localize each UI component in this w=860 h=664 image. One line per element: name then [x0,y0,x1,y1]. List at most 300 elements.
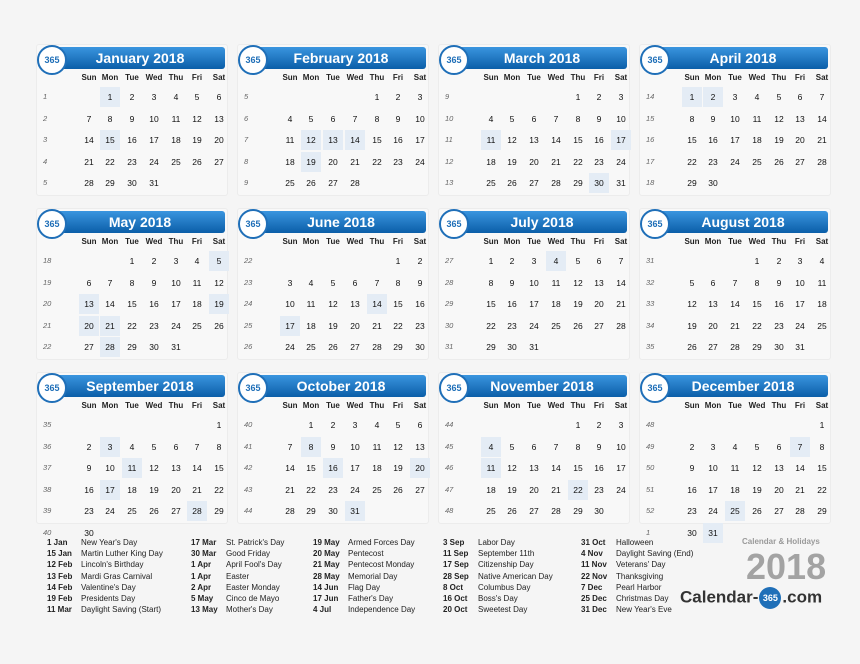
day-cell[interactable]: 9 [151,277,157,288]
day-cell[interactable]: 27 [415,484,425,495]
day-cell[interactable]: 13 [79,294,99,314]
day-cell[interactable]: 10 [616,113,626,124]
day-cell[interactable]: 31 [345,501,365,521]
day-cell[interactable]: 6 [596,256,602,266]
day-cell[interactable]: 19 [507,484,517,495]
day-cell[interactable]: 14 [84,135,94,145]
day-cell[interactable]: 21 [285,484,295,495]
day-cell[interactable]: 24 [149,156,159,167]
day-cell[interactable]: 5 [509,113,515,124]
day-cell[interactable]: 13 [529,463,539,473]
day-cell[interactable]: 24 [616,484,626,495]
day-cell[interactable]: 17 [708,484,718,495]
day-cell[interactable]: 25 [817,320,827,331]
day-cell[interactable]: 26 [328,342,338,352]
day-cell[interactable]: 14 [551,135,561,145]
day-cell[interactable]: 12 [507,135,517,145]
day-cell[interactable]: 17 [730,135,740,145]
day-cell[interactable]: 3 [287,277,293,288]
day-cell[interactable]: 3 [618,92,624,102]
day-cell[interactable]: 28 [551,178,561,188]
day-cell[interactable]: 16 [127,135,137,145]
day-cell[interactable]: 18 [551,299,561,309]
day-cell[interactable]: 27 [708,342,718,352]
day-cell[interactable]: 20 [328,156,338,167]
day-cell[interactable]: 24 [730,156,740,167]
day-cell[interactable]: 28 [187,501,207,521]
day-cell[interactable]: 22 [127,320,137,331]
day-cell[interactable]: 15 [573,135,583,145]
day-cell[interactable]: 21 [84,156,94,167]
day-cell[interactable]: 26 [573,320,583,331]
day-cell[interactable]: 24 [795,320,805,331]
day-cell[interactable]: 11 [372,441,382,452]
day-cell[interactable]: 9 [417,277,423,288]
day-cell[interactable]: 31 [171,342,181,352]
day-cell[interactable]: 13 [795,113,805,124]
day-cell[interactable]: 18 [730,484,740,495]
day-cell[interactable]: 17 [529,299,539,309]
day-cell[interactable]: 27 [350,342,360,352]
day-cell[interactable]: 27 [328,178,338,188]
day-cell[interactable]: 5 [194,92,200,102]
day-cell[interactable]: 25 [725,501,745,521]
day-cell[interactable]: 27 [529,178,539,188]
day-cell[interactable]: 31 [529,342,539,352]
day-cell[interactable]: 13 [708,299,718,309]
day-cell[interactable]: 14 [616,277,626,288]
day-cell[interactable]: 1 [754,256,760,266]
day-cell[interactable]: 31 [703,523,723,543]
day-cell[interactable]: 20 [774,484,784,495]
day-cell[interactable]: 18 [285,156,295,167]
day-cell[interactable]: 21 [372,320,382,331]
day-cell[interactable]: 5 [395,420,401,430]
day-cell[interactable]: 8 [301,437,321,457]
day-cell[interactable]: 14 [367,294,387,314]
day-cell[interactable]: 11 [122,458,142,478]
day-cell[interactable]: 30 [84,527,94,538]
day-cell[interactable]: 20 [795,135,805,145]
day-cell[interactable]: 1 [395,256,401,266]
day-cell[interactable]: 21 [192,484,202,495]
day-cell[interactable]: 13 [415,441,425,452]
day-cell[interactable]: 22 [393,320,403,331]
day-cell[interactable]: 3 [618,420,624,430]
day-cell[interactable]: 6 [417,420,423,430]
day-cell[interactable]: 15 [752,299,762,309]
day-cell[interactable]: 18 [127,484,137,495]
day-cell[interactable]: 22 [306,484,316,495]
day-cell[interactable]: 26 [752,506,762,516]
day-cell[interactable]: 1 [575,92,581,102]
day-cell[interactable]: 21 [551,484,561,495]
day-cell[interactable]: 29 [752,342,762,352]
day-cell[interactable]: 22 [817,484,827,495]
day-cell[interactable]: 1 [575,420,581,430]
day-cell[interactable]: 17 [611,130,631,150]
day-cell[interactable]: 24 [171,320,181,331]
day-cell[interactable]: 30 [328,506,338,516]
day-cell[interactable]: 4 [488,113,494,124]
day-cell[interactable]: 25 [486,178,496,188]
day-cell[interactable]: 4 [173,92,179,102]
day-cell[interactable]: 24 [415,156,425,167]
day-cell[interactable]: 8 [216,441,222,452]
day-cell[interactable]: 5 [509,441,515,452]
day-cell[interactable]: 23 [507,320,517,331]
day-cell[interactable]: 8 [129,277,135,288]
day-cell[interactable]: 26 [774,156,784,167]
day-cell[interactable]: 18 [486,156,496,167]
day-cell[interactable]: 23 [594,484,604,495]
day-cell[interactable]: 25 [171,156,181,167]
day-cell[interactable]: 15 [393,299,403,309]
day-cell[interactable]: 10 [285,299,295,309]
day-cell[interactable]: 7 [553,113,559,124]
day-cell[interactable]: 19 [507,156,517,167]
day-cell[interactable]: 29 [393,342,403,352]
day-cell[interactable]: 7 [107,277,113,288]
day-cell[interactable]: 19 [687,320,697,331]
day-cell[interactable]: 28 [551,506,561,516]
day-cell[interactable]: 24 [350,484,360,495]
day-cell[interactable]: 27 [171,506,181,516]
day-cell[interactable]: 6 [531,113,537,124]
day-cell[interactable]: 2 [689,441,695,452]
day-cell[interactable]: 11 [192,277,202,288]
day-cell[interactable]: 15 [687,135,697,145]
day-cell[interactable]: 4 [819,256,825,266]
day-cell[interactable]: 9 [596,113,602,124]
day-cell[interactable]: 8 [689,113,695,124]
day-cell[interactable]: 16 [393,135,403,145]
day-cell[interactable]: 3 [151,92,157,102]
day-cell[interactable]: 1 [682,87,702,107]
day-cell[interactable]: 20 [529,156,539,167]
day-cell[interactable]: 25 [551,320,561,331]
day-cell[interactable]: 9 [596,441,602,452]
day-cell[interactable]: 23 [149,320,159,331]
day-cell[interactable]: 29 [573,178,583,188]
day-cell[interactable]: 24 [105,506,115,516]
day-cell[interactable]: 18 [171,135,181,145]
day-cell[interactable]: 27 [84,342,94,352]
day-cell[interactable]: 12 [393,441,403,452]
day-cell[interactable]: 12 [214,277,224,288]
day-cell[interactable]: 5 [209,251,229,271]
day-cell[interactable]: 16 [708,135,718,145]
day-cell[interactable]: 20 [529,484,539,495]
day-cell[interactable]: 13 [529,135,539,145]
day-cell[interactable]: 3 [100,437,120,457]
day-cell[interactable]: 1 [488,256,494,266]
day-cell[interactable]: 8 [374,113,380,124]
day-cell[interactable]: 28 [285,506,295,516]
day-cell[interactable]: 19 [328,320,338,331]
day-cell[interactable]: 18 [306,320,316,331]
day-cell[interactable]: 4 [754,92,760,102]
day-cell[interactable]: 28 [817,156,827,167]
day-cell[interactable]: 23 [774,320,784,331]
day-cell[interactable]: 23 [708,156,718,167]
day-cell[interactable]: 11 [551,277,561,288]
day-cell[interactable]: 16 [149,299,159,309]
day-cell[interactable]: 8 [107,113,113,124]
day-cell[interactable]: 10 [730,113,740,124]
day-cell[interactable]: 16 [84,484,94,495]
day-cell[interactable]: 15 [127,299,137,309]
day-cell[interactable]: 28 [84,178,94,188]
day-cell[interactable]: 19 [774,135,784,145]
day-cell[interactable]: 18 [817,299,827,309]
day-cell[interactable]: 5 [308,113,314,124]
day-cell[interactable]: 27 [774,506,784,516]
day-cell[interactable]: 27 [795,156,805,167]
day-cell[interactable]: 9 [509,277,515,288]
day-cell[interactable]: 8 [395,277,401,288]
day-cell[interactable]: 3 [417,92,423,102]
day-cell[interactable]: 13 [171,463,181,473]
day-cell[interactable]: 4 [308,277,314,288]
day-cell[interactable]: 26 [306,178,316,188]
day-cell[interactable]: 5 [776,92,782,102]
day-cell[interactable]: 16 [507,299,517,309]
day-cell[interactable]: 17 [350,463,360,473]
day-cell[interactable]: 12 [507,463,517,473]
day-cell[interactable]: 30 [594,506,604,516]
day-cell[interactable]: 25 [285,178,295,188]
day-cell[interactable]: 22 [214,484,224,495]
day-cell[interactable]: 11 [817,277,827,288]
day-cell[interactable]: 26 [192,156,202,167]
day-cell[interactable]: 12 [301,130,321,150]
day-cell[interactable]: 25 [752,156,762,167]
day-cell[interactable]: 25 [372,484,382,495]
day-cell[interactable]: 3 [531,256,537,266]
day-cell[interactable]: 29 [306,506,316,516]
day-cell[interactable]: 26 [687,342,697,352]
day-cell[interactable]: 15 [214,463,224,473]
day-cell[interactable]: 29 [127,342,137,352]
day-cell[interactable]: 9 [689,463,695,473]
day-cell[interactable]: 26 [507,178,517,188]
day-cell[interactable]: 10 [350,441,360,452]
day-cell[interactable]: 2 [596,92,602,102]
day-cell[interactable]: 19 [301,152,321,172]
day-cell[interactable]: 30 [589,173,609,193]
day-cell[interactable]: 14 [795,463,805,473]
day-cell[interactable]: 4 [732,441,738,452]
day-cell[interactable]: 1 [100,87,120,107]
day-cell[interactable]: 23 [393,156,403,167]
day-cell[interactable]: 10 [795,277,805,288]
day-cell[interactable]: 27 [594,320,604,331]
day-cell[interactable]: 22 [573,156,583,167]
day-cell[interactable]: 20 [214,135,224,145]
day-cell[interactable]: 26 [507,506,517,516]
day-cell[interactable]: 28 [350,178,360,188]
day-cell[interactable]: 7 [352,113,358,124]
day-cell[interactable]: 3 [173,256,179,266]
day-cell[interactable]: 28 [372,342,382,352]
day-cell[interactable]: 8 [575,441,581,452]
day-cell[interactable]: 9 [776,277,782,288]
day-cell[interactable]: 25 [127,506,137,516]
day-cell[interactable]: 5 [151,441,157,452]
day-cell[interactable]: 24 [529,320,539,331]
day-cell[interactable]: 30 [127,178,137,188]
day-cell[interactable]: 2 [395,92,401,102]
day-cell[interactable]: 3 [710,441,716,452]
day-cell[interactable]: 7 [553,441,559,452]
day-cell[interactable]: 10 [415,113,425,124]
day-cell[interactable]: 18 [486,484,496,495]
day-cell[interactable]: 2 [86,441,92,452]
day-cell[interactable]: 23 [415,320,425,331]
day-cell[interactable]: 13 [350,299,360,309]
day-cell[interactable]: 11 [171,113,181,124]
day-cell[interactable]: 2 [151,256,157,266]
day-cell[interactable]: 12 [149,463,159,473]
day-cell[interactable]: 20 [350,320,360,331]
day-cell[interactable]: 23 [328,484,338,495]
day-cell[interactable]: 2 [509,256,515,266]
day-cell[interactable]: 23 [84,506,94,516]
day-cell[interactable]: 31 [795,342,805,352]
day-cell[interactable]: 14 [345,130,365,150]
day-cell[interactable]: 2 [703,87,723,107]
day-cell[interactable]: 7 [819,92,825,102]
day-cell[interactable]: 17 [415,135,425,145]
day-cell[interactable]: 22 [486,320,496,331]
day-cell[interactable]: 19 [192,135,202,145]
day-cell[interactable]: 4 [546,251,566,271]
day-cell[interactable]: 20 [594,299,604,309]
day-cell[interactable]: 27 [214,156,224,167]
day-cell[interactable]: 21 [730,320,740,331]
day-cell[interactable]: 11 [481,458,501,478]
day-cell[interactable]: 4 [481,437,501,457]
day-cell[interactable]: 15 [372,135,382,145]
day-cell[interactable]: 29 [105,178,115,188]
day-cell[interactable]: 7 [374,277,380,288]
day-cell[interactable]: 9 [395,113,401,124]
day-cell[interactable]: 5 [754,441,760,452]
day-cell[interactable]: 12 [328,299,338,309]
day-cell[interactable]: 11 [285,135,295,145]
day-cell[interactable]: 2 [596,420,602,430]
day-cell[interactable]: 26 [214,320,224,331]
day-cell[interactable]: 30 [774,342,784,352]
day-cell[interactable]: 29 [573,506,583,516]
day-cell[interactable]: 12 [687,299,697,309]
day-cell[interactable]: 24 [616,156,626,167]
day-cell[interactable]: 26 [393,484,403,495]
day-cell[interactable]: 14 [105,299,115,309]
day-cell[interactable]: 29 [817,506,827,516]
day-cell[interactable]: 6 [776,441,782,452]
day-cell[interactable]: 4 [374,420,380,430]
day-cell[interactable]: 7 [732,277,738,288]
day-cell[interactable]: 25 [192,320,202,331]
day-cell[interactable]: 30 [149,342,159,352]
day-cell[interactable]: 13 [323,130,343,150]
day-cell[interactable]: 3 [732,92,738,102]
day-cell[interactable]: 18 [752,135,762,145]
day-cell[interactable]: 14 [817,113,827,124]
day-cell[interactable]: 12 [573,277,583,288]
day-cell[interactable]: 19 [393,463,403,473]
day-cell[interactable]: 19 [209,294,229,314]
day-cell[interactable]: 3 [797,256,803,266]
day-cell[interactable]: 17 [171,299,181,309]
day-cell[interactable]: 7 [287,441,293,452]
day-cell[interactable]: 8 [488,277,494,288]
day-cell[interactable]: 28 [795,506,805,516]
day-cell[interactable]: 21 [350,156,360,167]
day-cell[interactable]: 7 [790,437,810,457]
day-cell[interactable]: 15 [817,463,827,473]
day-cell[interactable]: 21 [817,135,827,145]
day-cell[interactable]: 22 [752,320,762,331]
day-cell[interactable]: 7 [194,441,200,452]
day-cell[interactable]: 14 [551,463,561,473]
day-cell[interactable]: 28 [100,337,120,357]
day-cell[interactable]: 5 [689,277,695,288]
day-cell[interactable]: 20 [410,458,430,478]
day-cell[interactable]: 20 [171,484,181,495]
day-cell[interactable]: 9 [710,113,716,124]
day-cell[interactable]: 18 [192,299,202,309]
day-cell[interactable]: 1 [216,420,222,430]
day-cell[interactable]: 19 [752,484,762,495]
day-cell[interactable]: 1 [308,420,314,430]
day-cell[interactable]: 7 [618,256,624,266]
day-cell[interactable]: 6 [531,441,537,452]
day-cell[interactable]: 28 [616,320,626,331]
day-cell[interactable]: 23 [594,156,604,167]
day-cell[interactable]: 16 [774,299,784,309]
day-cell[interactable]: 16 [323,458,343,478]
day-cell[interactable]: 6 [710,277,716,288]
day-cell[interactable]: 16 [594,463,604,473]
day-cell[interactable]: 19 [573,299,583,309]
day-cell[interactable]: 27 [529,506,539,516]
day-cell[interactable]: 30 [708,178,718,188]
day-cell[interactable]: 13 [774,463,784,473]
day-cell[interactable]: 29 [214,506,224,516]
day-cell[interactable]: 30 [507,342,517,352]
day-cell[interactable]: 31 [149,178,159,188]
day-cell[interactable]: 12 [752,463,762,473]
day-cell[interactable]: 10 [708,463,718,473]
day-cell[interactable]: 10 [529,277,539,288]
day-cell[interactable]: 2 [129,92,135,102]
day-cell[interactable]: 10 [171,277,181,288]
day-cell[interactable]: 16 [594,135,604,145]
day-cell[interactable]: 30 [687,527,697,538]
day-cell[interactable]: 25 [486,506,496,516]
day-cell[interactable]: 22 [687,156,697,167]
day-cell[interactable]: 2 [330,420,336,430]
day-cell[interactable]: 23 [687,506,697,516]
day-cell[interactable]: 21 [795,484,805,495]
day-cell[interactable]: 10 [616,441,626,452]
day-cell[interactable]: 6 [330,113,336,124]
day-cell[interactable]: 21 [551,156,561,167]
site-logo[interactable] [680,587,822,609]
